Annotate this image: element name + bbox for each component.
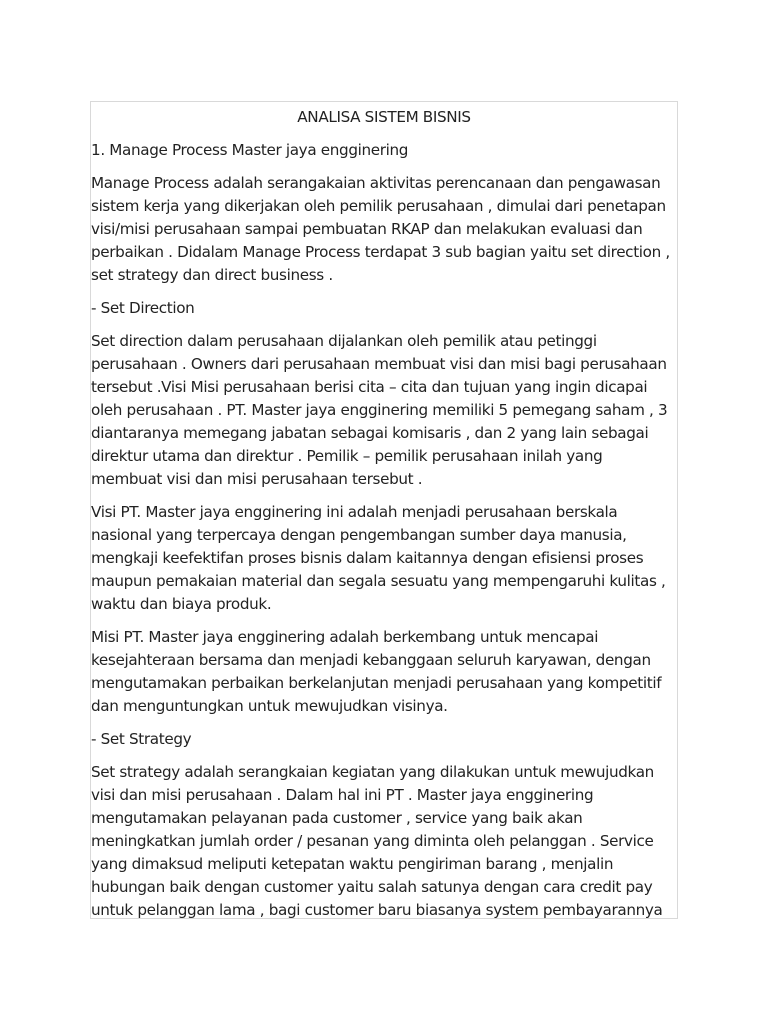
section-heading-manage-process: 1. Manage Process Master jaya engginering (91, 141, 409, 159)
document-content (91, 106, 677, 919)
document-page (90, 101, 678, 919)
paragraph-set-direction: Set direction dalam perusahaan dijalankan oleh pemilik atau petinggi perusahaan . Owners dari perusahaan membuat visi dan misi bagi perusahaan tersebut .Visi Misi perusahaan berisi cita – cita dan tujuan yang ingin dicapai oleh perusahaan . PT. Master jaya engginering memiliki 5 pemegang saham , 3 diantaranya memegang jabatan sebagai komisaris , dan 2 yang lain sebagai direktur utama dan direktur . Pemilik – pemilik perusahaan inilah yang membuat visi dan misi perusahaan tersebut . (91, 332, 668, 488)
document-title: ANALISA SISTEM BISNIS (297, 108, 471, 126)
paragraph-visi: Visi PT. Master jaya engginering ini adalah menjadi perusahaan berskala nasional yang terpercaya dengan pengembangan sumber daya manusia, mengkaji keefektifan proses bisnis dalam kaitannya dengan efisiensi proses maupun pemakaian material dan segala sesuatu yang mempengaruhi kulitas , waktu dan biaya produk. (91, 503, 666, 613)
paragraph-manage-process: Manage Process adalah serangakaian aktivitas perencanaan dan pengawasan sistem kerja yang dikerjakan oleh pemilik perusahaan , dimulai dari penetapan visi/misi perusahaan sampai pembuatan RKAP dan melakukan evaluasi dan perbaikan . Didalam Manage Process terdapat 3 sub bagian yaitu set direction , set strategy dan direct business . (91, 174, 670, 284)
section-heading-set-direction: - Set Direction (91, 299, 195, 317)
paragraph-misi: Misi PT. Master jaya engginering adalah berkembang untuk mencapai kesejahteraan bersama dan menjadi kebanggaan seluruh karyawan, dengan mengutamakan perbaikan berkelanjutan menjadi perusahaan yang kompetitif dan menguntungkan untuk mewujudkan visinya. (91, 628, 662, 715)
paragraph-set-strategy: Set strategy adalah serangkaian kegiatan yang dilakukan untuk mewujudkan visi dan misi perusahaan . Dalam hal ini PT . Master jaya engginering mengutamakan pelayanan pada customer , service yang baik akan meningkatkan jumlah order / pesanan yang diminta oleh pelanggan . Service yang dimaksud meliputi ketepatan waktu pengiriman barang , menjalin hubungan baik dengan customer yaitu salah satunya dengan cara credit pay untuk pelanggan lama , bagi customer baru biasanya system pembayarannya (91, 763, 663, 919)
section-heading-set-strategy: - Set Strategy (91, 730, 192, 748)
